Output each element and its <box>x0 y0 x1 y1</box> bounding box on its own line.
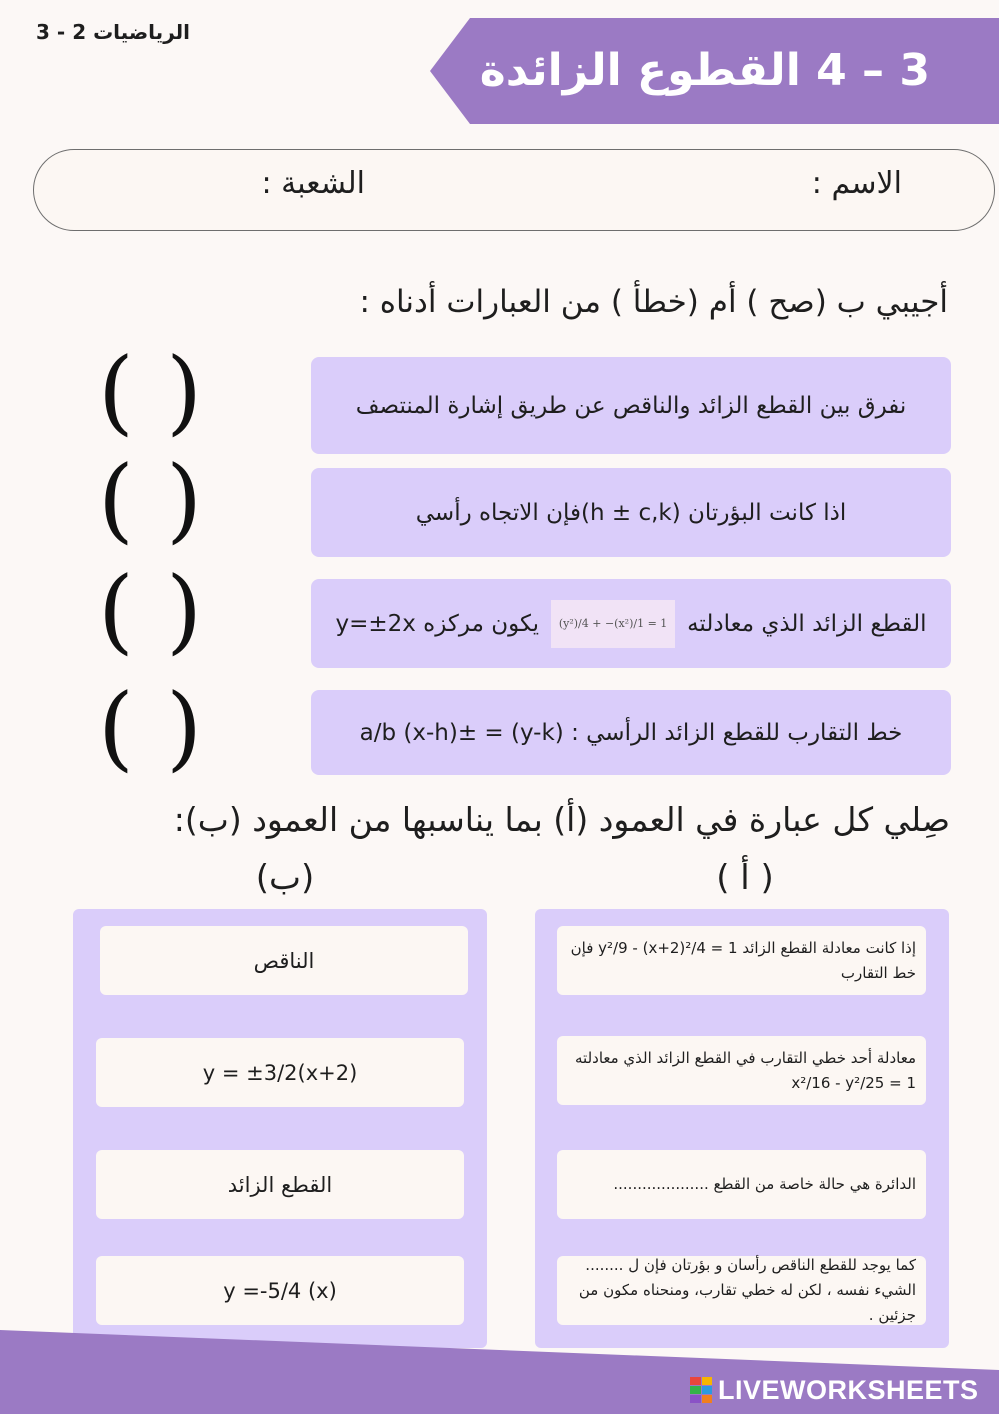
column-b-header: (ب) <box>255 858 315 898</box>
column-a-item-2[interactable]: معادلة أحد خطي التقارب في القطع الزائد الذي معادلته x²/16 - y²/25 = 1 <box>557 1036 926 1105</box>
statement-text: نفرق بين القطع الزائد والناقص عن طريق إشارة المنتصف <box>355 392 907 419</box>
statement-text: اذا كانت البؤرتان (h ± c,k)فإن الاتجاه رأسي <box>415 499 847 526</box>
name-label: الاسم : <box>811 166 902 201</box>
subject-label: الرياضيات 2 - 3 <box>36 20 190 44</box>
statement-text: خط التقارب للقطع الزائد الرأسي : (y-k) = ±a/b (x-h) <box>359 719 903 746</box>
column-a-item-1[interactable]: إذا كانت معادلة القطع الزائد y²/9 - (x+2)²/4 = 1 فإن خط التقارب <box>557 926 926 995</box>
section-label: الشعبة : <box>261 166 365 201</box>
column-a-header: ( أ ) <box>716 858 774 898</box>
column-b-panel <box>73 909 487 1348</box>
column-b-item-4[interactable]: y =-5/4 (x) <box>96 1256 464 1325</box>
true-false-statement-4 <box>311 690 951 775</box>
column-a-panel <box>535 909 949 1348</box>
equation-image: (y²)/4 + −(x²)/1 = 1 <box>551 600 675 648</box>
column-b-item-1[interactable]: الناقص <box>100 926 468 995</box>
statement-text-before: القطع الزائد الذي معادلته <box>687 610 927 637</box>
column-b-item-3[interactable]: القطع الزائد <box>96 1150 464 1219</box>
page-title: 3 – 4 القطوع الزائدة <box>479 45 930 96</box>
brand-text: LIVEWORKSHEETS <box>718 1374 979 1405</box>
true-false-statement-3 <box>311 579 951 668</box>
answer-parentheses-3[interactable]: ( ) <box>98 557 202 664</box>
true-false-instruction: أجيبي ب (صح ) أم (خطأ ) من العبارات أدناه : <box>359 284 948 320</box>
answer-parentheses-2[interactable]: ( ) <box>98 446 202 553</box>
liveworksheets-logo[interactable] <box>690 1372 990 1408</box>
column-b-item-2[interactable]: y = ±3/2(x+2) <box>96 1038 464 1107</box>
column-a-item-4[interactable]: كما يوجد للقطع الناقص رأسان و بؤرتان فإن ل ........ الشيء نفسه ، لكن له خطي تقارب، ومنحناه مكون من جزئين . <box>557 1256 926 1325</box>
column-a-item-3[interactable]: الدائرة هي حالة خاصة من القطع .................... <box>557 1150 926 1219</box>
matching-instruction: صِلي كل عبارة في العمود (أ) بما يناسبها من العمود (ب): <box>173 800 950 839</box>
answer-parentheses-4[interactable]: ( ) <box>98 674 202 781</box>
liveworksheets-icon <box>690 1377 712 1403</box>
true-false-statement-1 <box>311 357 951 454</box>
statement-text-after: يكون مركزه y=±2x <box>335 610 540 637</box>
true-false-statement-2 <box>311 468 951 557</box>
answer-parentheses-1[interactable]: ( ) <box>98 338 202 445</box>
